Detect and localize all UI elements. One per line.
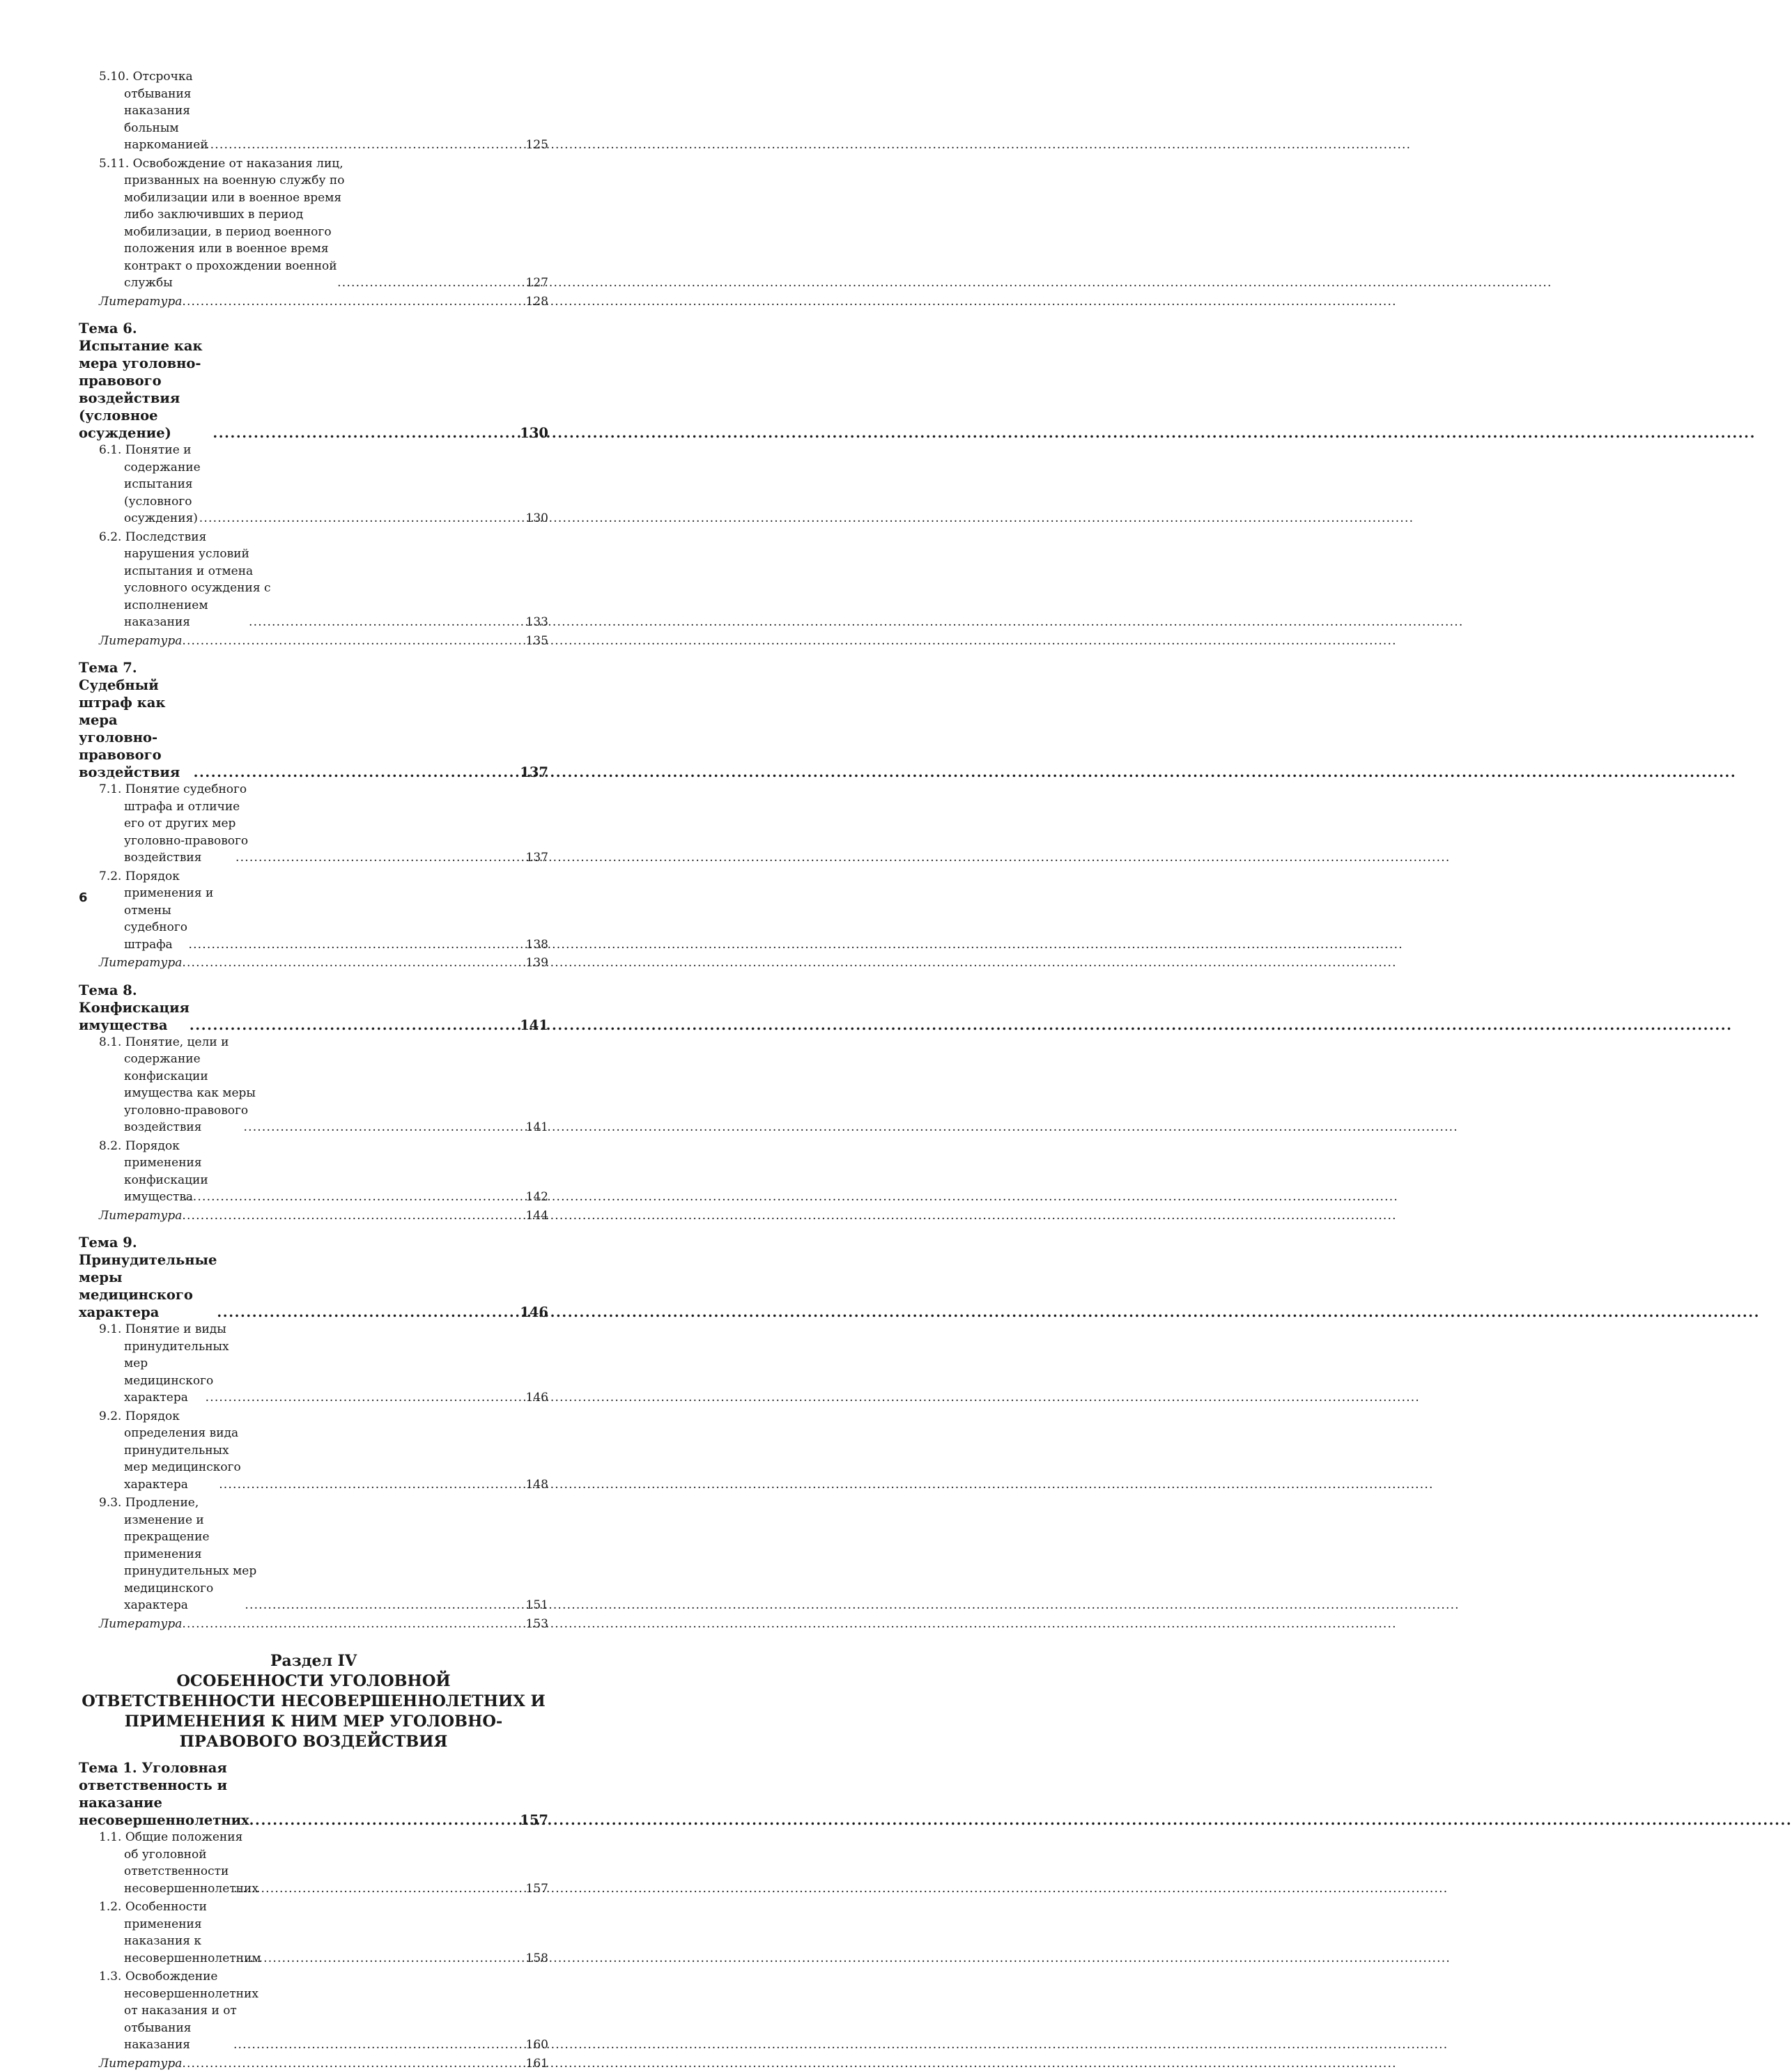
dot-leader: [182, 954, 522, 972]
toc-literature-entry[interactable]: [79, 293, 548, 311]
entry-title: Литература: [99, 954, 182, 972]
entry-page-number: 130: [516, 424, 549, 442]
entry-page-number: 151: [547, 1597, 548, 1614]
dot-leader: [213, 936, 547, 954]
dot-leader: [258, 2036, 547, 2054]
entry-title: 6.2. Последствия нарушения условий испытания и отмена условного осуждения с исполнением наказания: [124, 529, 274, 631]
entry-page-number: 146: [547, 1389, 548, 1407]
section-number: Раздел IV: [79, 1651, 548, 1671]
entry-page-number: 142: [547, 1189, 548, 1206]
entry-title: 9.2. Порядок определения вида принудительных мер медицинского характера: [124, 1408, 244, 1494]
section-heading: [79, 1651, 548, 1752]
entry-page-number: 158: [547, 1950, 548, 1967]
entry-page-number: 148: [547, 1476, 548, 1494]
entry-title: 8.2. Порядок применения конфискации имущества: [124, 1138, 209, 1206]
entry-page-number: 161: [522, 2055, 548, 2072]
dot-leader: [258, 1880, 547, 1898]
entry-title: Литература: [99, 2055, 182, 2072]
toc-subsection-entry[interactable]: [79, 1829, 548, 1897]
toc-subsection-entry[interactable]: [79, 1899, 548, 1967]
dot-leader: [224, 510, 547, 527]
toc-subsection-entry[interactable]: [79, 155, 548, 292]
dot-leader: [274, 614, 547, 631]
section-title: ОСОБЕННОСТИ УГОЛОВНОЙ ОТВЕТСТВЕННОСТИ НЕСОВЕРШЕННОЛЕТНИХ И ПРИМЕНЕНИЯ К НИМ МЕР УГОЛОВНО-ПРАВОВОГО ВОЗДЕЙСТВИЯ: [79, 1671, 548, 1752]
entry-title: 5.11. Освобождение от наказания лиц, призванных на военную службу по мобилизации или в военное время либо заключивших в период мобилизации, в период военного положения или в военное время контракт о прохождении военной службы: [124, 155, 362, 292]
toc-literature-entry[interactable]: [79, 2055, 548, 2072]
toc-subsection-entry[interactable]: [79, 529, 548, 631]
entry-page-number: 141: [547, 1119, 548, 1136]
dot-leader: [209, 1189, 548, 1206]
entry-page-number: 160: [547, 2036, 548, 2054]
entry-page-number: 138: [547, 936, 548, 954]
dot-leader: [244, 1476, 547, 1494]
entry-title: 7.1. Понятие судебного штрафа и отличие его от других мер уголовно-правового воздействия: [124, 781, 261, 867]
entry-title: 7.2. Порядок применения и отмены судебного штрафа: [124, 868, 213, 954]
dot-leader: [270, 1597, 547, 1614]
toc-literature-entry[interactable]: [79, 633, 548, 650]
entry-title: 9.1. Понятие и виды принудительных мер медицинского характера: [124, 1321, 231, 1407]
table-of-contents: [79, 68, 548, 2072]
toc-literature-entry[interactable]: [79, 1207, 548, 1225]
entry-page-number: 157: [547, 1880, 548, 1898]
dot-leader: [261, 1950, 548, 1967]
toc-subsection-entry[interactable]: [79, 1034, 548, 1136]
dot-leader: [182, 2055, 522, 2072]
toc-theme-entry[interactable]: [79, 320, 548, 442]
entry-page-number: 130: [547, 510, 548, 527]
dot-leader: [249, 1811, 516, 1829]
toc-subsection-entry[interactable]: [79, 868, 548, 954]
entry-title: Литература: [99, 633, 182, 650]
entry-title: Тема 7. Судебный штраф как мера уголовно-правового воздействия: [79, 659, 194, 781]
toc-subsection-entry[interactable]: [79, 442, 548, 527]
toc-subsection-entry[interactable]: [79, 781, 548, 867]
dot-leader: [362, 275, 547, 292]
entry-title: 1.2. Особенности применения наказания к несовершеннолетним: [124, 1899, 261, 1967]
entry-page-number: 157: [516, 1811, 549, 1829]
dot-leader: [222, 137, 547, 154]
entry-page-number: 139: [522, 954, 548, 972]
dot-leader: [182, 1616, 522, 1633]
entry-title: Тема 6. Испытание как мера уголовно-правового воздействия (условное осуждение): [79, 320, 213, 442]
entry-title: 8.1. Понятие, цели и содержание конфискации имущества как меры уголовно-правового воздействия: [124, 1034, 268, 1136]
toc-subsection-entry[interactable]: [79, 1321, 548, 1407]
toc-literature-entry[interactable]: [79, 1616, 548, 1633]
toc-subsection-entry[interactable]: [79, 1138, 548, 1206]
entry-page-number: 133: [547, 614, 548, 631]
entry-page-number: 146: [516, 1304, 549, 1321]
entry-page-number: 137: [516, 764, 549, 781]
dot-leader: [213, 424, 515, 442]
toc-subsection-entry[interactable]: [79, 1494, 548, 1614]
entry-page-number: 127: [547, 275, 548, 292]
toc-theme-entry[interactable]: [79, 1759, 548, 1829]
dot-leader: [261, 849, 547, 867]
toc-theme-entry[interactable]: [79, 982, 548, 1034]
entry-title: Тема 1. Уголовная ответственность и наказание несовершеннолетних: [79, 1759, 249, 1829]
dot-leader: [190, 1016, 516, 1034]
dot-leader: [268, 1119, 547, 1136]
entry-title: 1.3. Освобождение несовершеннолетних от наказания и от отбывания наказания: [124, 1968, 258, 2054]
entry-page-number: 141: [516, 1016, 549, 1034]
entry-title: Литература: [99, 1207, 182, 1225]
dot-leader: [182, 633, 522, 650]
toc-subsection-entry[interactable]: [79, 1968, 548, 2054]
toc-subsection-entry[interactable]: [79, 1408, 548, 1494]
entry-title: 5.10. Отсрочка отбывания наказания больным наркоманией: [124, 68, 222, 154]
toc-theme-entry[interactable]: [79, 1234, 548, 1321]
entry-title: Литература: [99, 1616, 182, 1633]
entry-page-number: 137: [547, 849, 548, 867]
toc-literature-entry[interactable]: [79, 954, 548, 972]
entry-title: Тема 8. Конфискация имущества: [79, 982, 190, 1034]
dot-leader: [194, 764, 516, 781]
entry-page-number: 128: [522, 293, 548, 311]
dot-leader: [182, 293, 522, 311]
entry-title: Литература: [99, 293, 182, 311]
entry-page-number: 125: [547, 137, 548, 154]
entry-title: 9.3. Продление, изменение и прекращение применения принудительных мер медицинского характера: [124, 1494, 270, 1614]
entry-title: Тема 9. Принудительные меры медицинского характера: [79, 1234, 217, 1321]
dot-leader: [231, 1389, 548, 1407]
toc-theme-entry[interactable]: [79, 659, 548, 781]
toc-subsection-entry[interactable]: [79, 68, 548, 154]
entry-page-number: 144: [522, 1207, 548, 1225]
dot-leader: [217, 1304, 515, 1321]
entry-title: 1.1. Общие положения об уголовной ответственности несовершеннолетних: [124, 1829, 258, 1897]
dot-leader: [182, 1207, 522, 1225]
entry-page-number: 153: [522, 1616, 548, 1633]
entry-page-number: 135: [522, 633, 548, 650]
page-number: 6: [79, 890, 88, 905]
entry-title: 6.1. Понятие и содержание испытания (условного осуждения): [124, 442, 224, 527]
